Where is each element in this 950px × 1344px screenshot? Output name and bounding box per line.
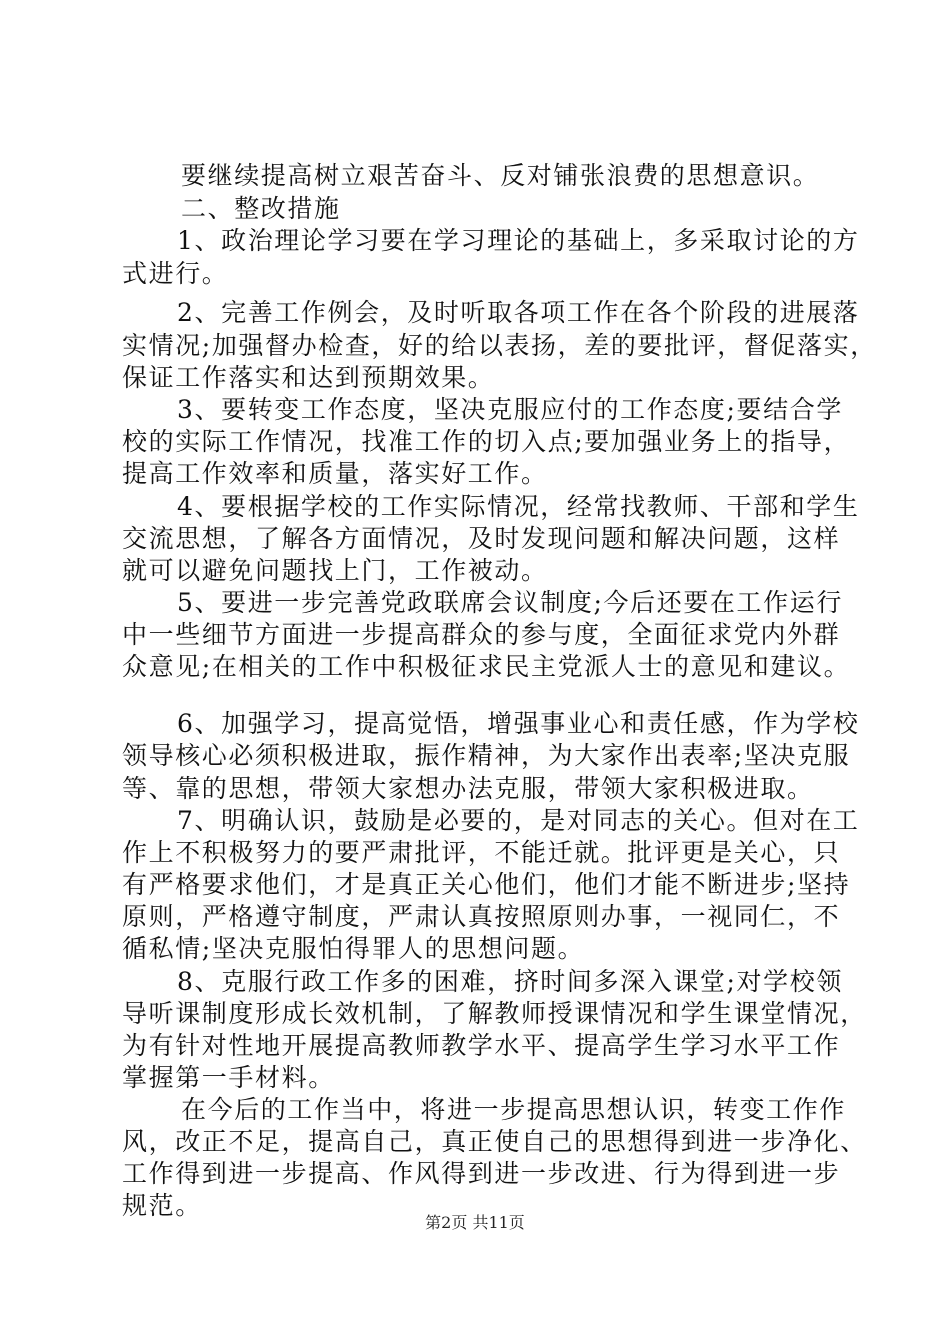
- body-line: 作上不积极努力的要严肃批评，不能迁就。批评更是关心，只: [122, 838, 841, 867]
- body-line: 1、政治理论学习要在学习理论的基础上，多采取讨论的方: [177, 226, 860, 255]
- body-line: 中一些细节方面进一步提高群众的参与度，全面征求党内外群: [122, 620, 841, 649]
- body-line: 循私情;坚决克服怕得罪人的思想问题。: [122, 934, 585, 963]
- body-line: 在今后的工作当中，将进一步提高思想认识，转变工作作: [181, 1095, 847, 1124]
- body-line: 掌握第一手材料。: [122, 1063, 335, 1092]
- body-line: 交流思想，了解各方面情况，及时发现问题和解决问题，这样: [122, 524, 841, 553]
- body-line: 提高工作效率和质量，落实好工作。: [122, 459, 548, 488]
- body-line: 实情况;加强督办检查，好的给以表扬，差的要批评，督促落实，: [122, 331, 877, 360]
- body-line: 工作得到进一步提高、作风得到进一步改进、行为得到进一步: [122, 1159, 841, 1188]
- body-line: 6、加强学习，提高觉悟，增强事业心和责任感，作为学校: [177, 709, 860, 738]
- body-line: 风，改正不足，提高自己，真正使自己的思想得到进一步净化、: [122, 1127, 867, 1156]
- body-line: 4、要根据学校的工作实际情况，经常找教师、干部和学生: [177, 492, 860, 521]
- body-line: 式进行。: [122, 259, 229, 288]
- body-line: 等、靠的思想，带领大家想办法克服，带领大家积极进取。: [122, 774, 814, 803]
- body-line: 领导核心必须积极进取，振作精神，为大家作出表率;坚决克服: [122, 741, 851, 770]
- body-line: 3、要转变工作态度，坚决克服应付的工作态度;要结合学: [177, 395, 843, 424]
- body-line: 要继续提高树立艰苦奋斗、反对铺张浪费的思想意识。: [181, 161, 820, 190]
- body-line: 导听课制度形成长效机制，了解教师授课情况和学生课堂情况，: [122, 999, 867, 1028]
- body-line: 原则，严格遵守制度，严肃认真按照原则办事，一视同仁，不: [122, 902, 841, 931]
- body-line: 2、完善工作例会，及时听取各项工作在各个阶段的进展落: [177, 298, 860, 327]
- body-line: 5、要进一步完善党政联席会议制度;今后还要在工作运行: [177, 588, 843, 617]
- body-line: 有严格要求他们，才是真正关心他们，他们才能不断进步;坚持: [122, 870, 851, 899]
- body-line: 众意见;在相关的工作中积极征求民主党派人士的意见和建议。: [122, 652, 851, 681]
- body-line: 8、克服行政工作多的困难，挤时间多深入课堂;对学校领: [177, 967, 843, 996]
- body-line: 保证工作落实和达到预期效果。: [122, 363, 495, 392]
- body-line: 为有针对性地开展提高教师教学水平、提高学生学习水平工作: [122, 1031, 841, 1060]
- body-line: 规范。: [122, 1191, 202, 1220]
- section-heading: 二、整改措施: [181, 194, 341, 223]
- body-line: 7、明确认识，鼓励是必要的，是对同志的关心。但对在工: [177, 806, 860, 835]
- body-line: 校的实际工作情况，找准工作的切入点;要加强业务上的指导，: [122, 427, 851, 456]
- body-line: 就可以避免问题找上门，工作被动。: [122, 556, 548, 585]
- page-number-footer: 第2页 共11页: [425, 1213, 525, 1232]
